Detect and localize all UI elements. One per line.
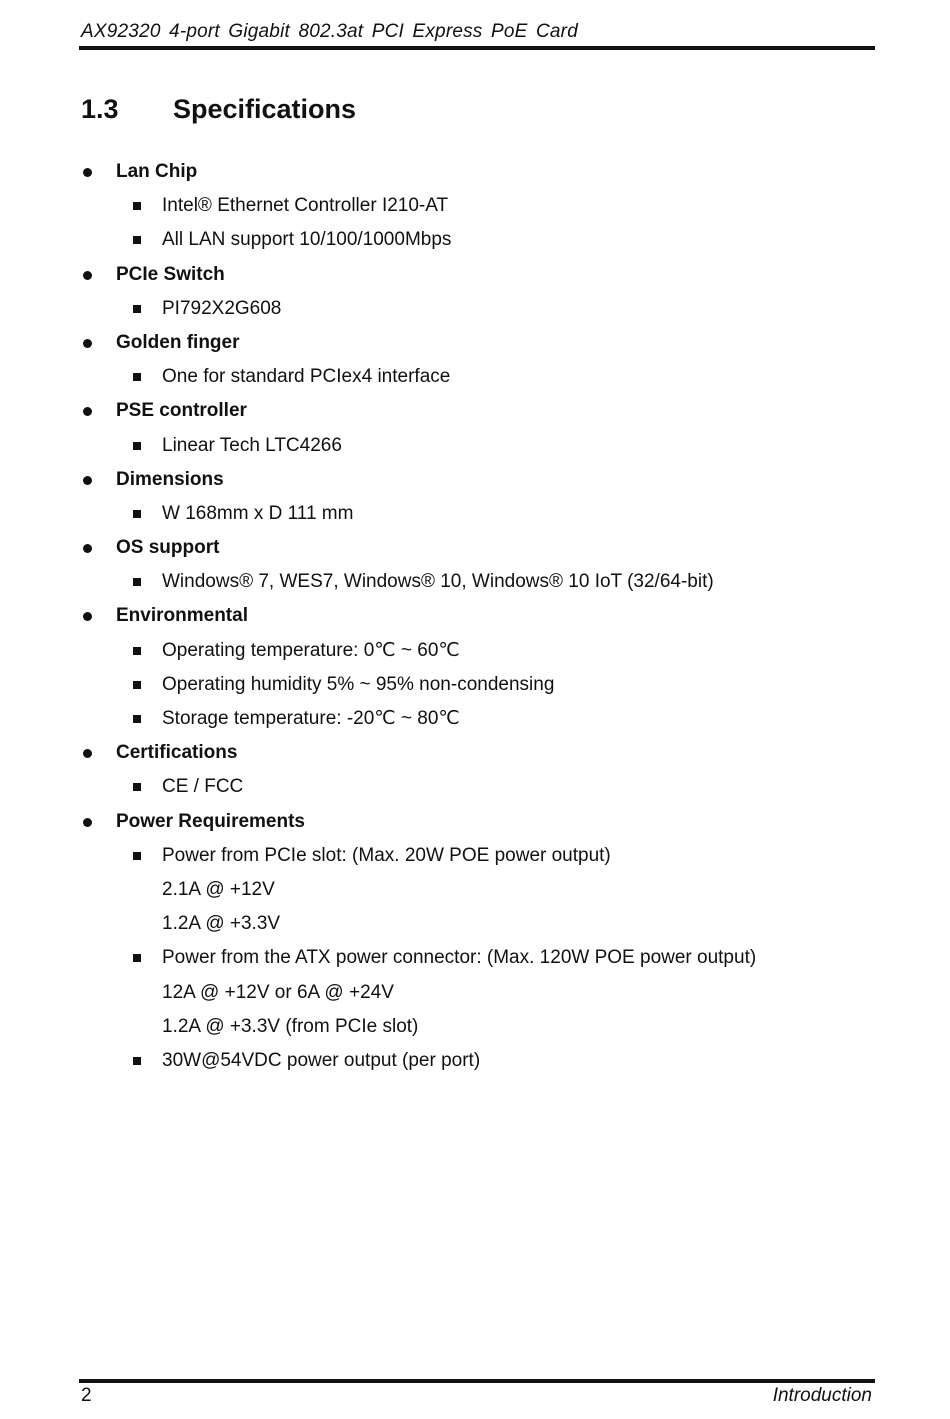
- spec-item-text: W 168mm x D 111 mm: [162, 502, 354, 524]
- bullet-square-icon: [133, 510, 141, 518]
- spec-category-label: PSE controller: [116, 400, 247, 422]
- bullet-dot-icon: [83, 612, 92, 621]
- spec-category-label: Dimensions: [116, 468, 224, 490]
- spec-category: [81, 599, 871, 633]
- bullet-square-icon: [133, 852, 141, 860]
- spec-category-label: OS support: [116, 537, 220, 559]
- spec-category: [81, 155, 871, 189]
- spec-item-text: 30W@54VDC power output (per port): [162, 1049, 481, 1071]
- spec-item-text: All LAN support 10/100/1000Mbps: [162, 229, 452, 251]
- spec-category: [81, 531, 871, 565]
- spec-item: [81, 497, 871, 531]
- spec-item-detail: 2.1A @ +12V: [162, 878, 275, 900]
- bullet-dot-icon: [83, 168, 92, 177]
- spec-category: [81, 736, 871, 770]
- bullet-square-icon: [133, 681, 141, 689]
- spec-item-detail: 1.2A @ +3.3V: [162, 913, 281, 935]
- spec-item: [81, 634, 871, 668]
- spec-item: [81, 1044, 871, 1078]
- spec-category: [81, 326, 871, 360]
- spec-category: [81, 258, 871, 292]
- spec-item-text: Intel® Ethernet Controller I210-AT: [162, 195, 449, 217]
- bullet-dot-icon: [83, 271, 92, 280]
- spec-category-label: Power Requirements: [116, 810, 305, 832]
- spec-item: [81, 223, 871, 257]
- bullet-dot-icon: [83, 407, 92, 416]
- spec-item-text: Power from the ATX power connector: (Max. 120W POE power output): [162, 947, 757, 969]
- header-rule: [79, 46, 875, 50]
- spec-category: [81, 463, 871, 497]
- spec-category: [81, 805, 871, 839]
- spec-item: [81, 565, 871, 599]
- spec-category-label: Certifications: [116, 742, 238, 764]
- spec-category: [81, 394, 871, 428]
- spec-category-label: Environmental: [116, 605, 248, 627]
- spec-item-detail: 1.2A @ +3.3V (from PCIe slot): [162, 1015, 419, 1037]
- spec-item: [81, 702, 871, 736]
- spec-category-label: Golden finger: [116, 331, 240, 353]
- spec-item-text: Operating temperature: 0℃ ~ 60℃: [162, 639, 460, 661]
- bullet-square-icon: [133, 373, 141, 381]
- bullet-square-icon: [133, 236, 141, 244]
- spec-item-text: Windows® 7, WES7, Windows® 10, Windows® 10 IoT (32/64-bit): [162, 571, 714, 593]
- bullet-square-icon: [133, 202, 141, 210]
- bullet-square-icon: [133, 1057, 141, 1065]
- bullet-square-icon: [133, 647, 141, 655]
- spec-item: [81, 770, 871, 804]
- bullet-dot-icon: [83, 544, 92, 553]
- spec-item: [81, 292, 871, 326]
- chapter-name: Introduction: [772, 1385, 872, 1406]
- bullet-square-icon: [133, 305, 141, 313]
- spec-item: [81, 839, 871, 873]
- bullet-dot-icon: [83, 476, 92, 485]
- spec-list: [81, 155, 871, 1078]
- bullet-square-icon: [133, 715, 141, 723]
- spec-item-text: PI792X2G608: [162, 297, 282, 319]
- bullet-square-icon: [133, 578, 141, 586]
- page-number: 2: [81, 1385, 92, 1406]
- section-number: 1.3: [81, 94, 119, 124]
- spec-item: [81, 429, 871, 463]
- bullet-square-icon: [133, 442, 141, 450]
- bullet-dot-icon: [83, 339, 92, 348]
- bullet-square-icon: [133, 783, 141, 791]
- running-header: AX92320 4-port Gigabit 802.3at PCI Express PoE Card: [81, 21, 578, 42]
- spec-category-label: PCIe Switch: [116, 263, 225, 285]
- spec-item-text: One for standard PCIex4 interface: [162, 366, 451, 388]
- section-title: Specifications: [173, 94, 357, 124]
- spec-item: [81, 668, 871, 702]
- section-heading: [81, 94, 356, 125]
- spec-item: [81, 941, 871, 975]
- spec-item-text: Storage temperature: -20℃ ~ 80℃: [162, 708, 460, 729]
- spec-item-text: CE / FCC: [162, 776, 244, 798]
- spec-item-text: Power from PCIe slot: (Max. 20W POE power output): [162, 844, 611, 866]
- spec-category-label: Lan Chip: [116, 161, 198, 182]
- spec-item: [81, 189, 871, 223]
- footer-rule: [79, 1379, 875, 1383]
- bullet-square-icon: [133, 954, 141, 962]
- spec-item-detail: 12A @ +12V or 6A @ +24V: [162, 981, 394, 1003]
- spec-item: [81, 360, 871, 394]
- spec-item-text: Operating humidity 5% ~ 95% non-condensing: [162, 673, 555, 695]
- spec-item-text: Linear Tech LTC4266: [162, 434, 342, 456]
- bullet-dot-icon: [83, 818, 92, 827]
- bullet-dot-icon: [83, 749, 92, 758]
